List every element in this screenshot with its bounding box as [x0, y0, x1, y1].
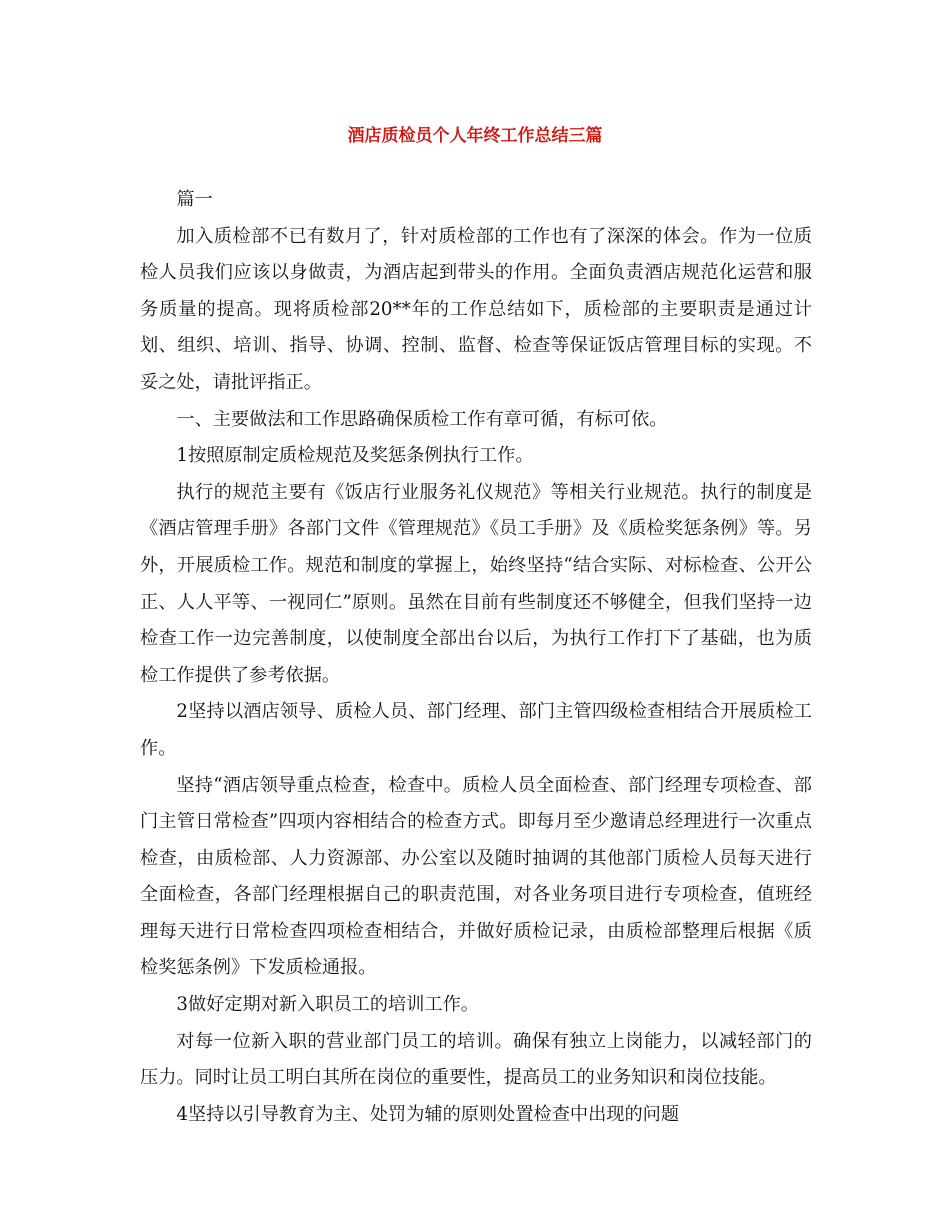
paragraph-item-1: 1按照原制定质检规范及奖惩条例执行工作。	[176, 445, 534, 467]
paragraph-item-1-detail: 执行的规范主要有《饭店行业服务礼仪规范》等相关行业规范。执行的制度是《酒店管理手册》各部门文件《管理规范》《员工手册》及《质检奖惩条例》等。另外，开展质检工作。规范和制度的掌握上，始终坚持“结合实际、对标检查、公开公正、人人平等、一视同仁”原则。虽然在目前有些制度还不够健全，但我们坚持一边检查工作一边完善制度，以使制度全部出台以后，为执行工作打下了基础，也为质检工作提供了参考依据。	[140, 481, 812, 686]
paragraph-heading-1: 一、主要做法和工作思路确保质检工作有章可循，有标可依。	[176, 408, 668, 430]
paragraph-item-3: 3做好定期对新入职员工的培训工作。	[176, 994, 479, 1016]
paragraph-section-label: 篇一	[176, 189, 213, 210]
paragraph-item-2-detail: 坚持“酒店领导重点检查，检查中。质检人员全面检查、部门经理专项检查、部门主管日常检查”四项内容相结合的检查方式。即每月至少邀请总经理进行一次重点检查，由质检部、人力资源部、办公室以及随时抽调的其他部门质检人员每天进行全面检查，各部门经理根据自己的职责范围，对各业务项目进行专项检查，值班经理每天进行日常检查四项检查相结合，并做好质检记录，由质检部整理后根据《质检奖惩条例》下发质检通报。	[140, 774, 812, 979]
paragraph-item-3-detail: 对每一位新入职的营业部门员工的培训。确保有独立上岗能力，以减轻部门的压力。同时让员工明白其所在岗位的重要性，提高员工的业务知识和岗位技能。	[140, 1030, 812, 1089]
paragraph-item-2: 2坚持以酒店领导、质检人员、部门经理、部门主管四级检查相结合开展质检工作。	[140, 701, 812, 759]
paragraph-item-4: 4坚持以引导教育为主、处罚为辅的原则处置检查中出现的问题	[176, 1103, 680, 1125]
document-title: 酒店质检员个人年终工作总结三篇	[347, 126, 603, 146]
paragraph-intro: 加入质检部不已有数月了，针对质检部的工作也有了深深的体会。作为一位质检人员我们应该以身做责，为酒店起到带头的作用。全面负责酒店规范化运营和服务质量的提高。现将质检部20**年的工作总结如下，质检部的主要职责是通过计划、组织、培训、指导、协调、控制、监督、检查等保证饭店管理目标的实现。不妥之处，请批评指正。	[140, 225, 812, 393]
document-body	[140, 182, 812, 1133]
